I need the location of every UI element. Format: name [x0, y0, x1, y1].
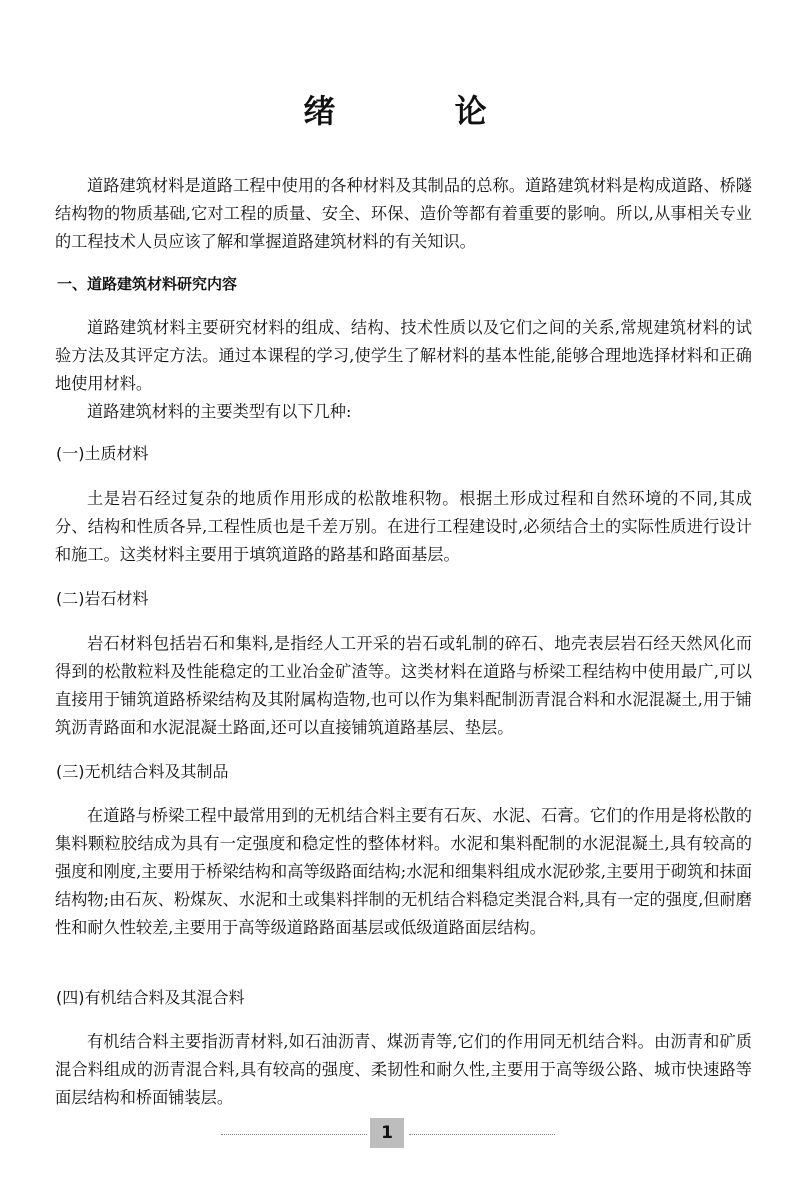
- subsection-paragraph-soil: 土是岩石经过复杂的地质作用形成的松散堆积物。根据土形成过程和自然环境的不同,其成分、结构和性质各异,工程性质也是千差万别。在进行工程建设时,必须结合土的实际性质进行设计和施工。这类材料主要用于填筑道路的路基和路面基层。: [55, 489, 752, 564]
- subsection-heading-soil: (一)土质材料: [56, 444, 149, 463]
- subsection-paragraph-organic: 有机结合料主要指沥青材料,如石油沥青、煤沥青等,它们的作用同无机结合料。由沥青和矿质混合料组成的沥青混合料,具有较高的强度、柔韧性和耐久性,主要用于高等级公路、城市快速路等面层结构和桥面铺装层。: [55, 1032, 752, 1107]
- section-paragraph: 道路建筑材料主要研究材料的组成、结构、技术性质以及它们之间的关系,常规建筑材料的试验方法及其评定方法。通过本课程的学习,使学生了解材料的基本性能,能够合理地选择材料和正确地使用材料。: [55, 318, 752, 393]
- subsection-heading-rock: (二)岩石材料: [56, 589, 149, 608]
- subsection-paragraph-rock: 岩石材料包括岩石和集料,是指经人工开采的岩石或轧制的碎石、地壳表层岩石经天然风化而得到的松散粒料及性能稳定的工业冶金矿渣等。这类材料在道路与桥梁工程结构中使用最广,可以直接用于铺筑道路桥梁结构及其附属构造物,也可以作为集料配制沥青混合料和水泥混凝土,用于铺筑沥青路面和水泥混凝土路面,还可以直接铺筑道路基层、垫层。: [55, 634, 752, 737]
- page-number: 1: [370, 1118, 404, 1148]
- subsection-heading-inorganic: (三)无机结合料及其制品: [56, 762, 229, 781]
- subsection-heading-organic: (四)有机结合料及其混合料: [56, 988, 245, 1007]
- types-intro-paragraph: 道路建筑材料的主要类型有以下几种:: [87, 402, 352, 421]
- page-title: 绪 论: [303, 92, 541, 130]
- intro-paragraph: 道路建筑材料是道路工程中使用的各种材料及其制品的总称。道路建筑材料是构成道路、桥隧结构物的物质基础,它对工程的质量、安全、环保、造价等都有着重要的影响。所以,从事相关专业的工程技术人员应该了解和掌握道路建筑材料的有关知识。: [55, 176, 752, 251]
- section-heading: 一、道路建筑材料研究内容: [57, 275, 238, 293]
- page-footer: [0, 1116, 790, 1156]
- subsection-paragraph-inorganic: 在道路与桥梁工程中最常用到的无机结合料主要有石灰、水泥、石膏。它们的作用是将松散的集料颗粒胶结成为具有一定强度和稳定性的整体材料。水泥和集料配制的水泥混凝土,具有较高的强度和刚度,主要用于桥梁结构和高等级路面结构;水泥和细集料组成水泥砂浆,主要用于砌筑和抹面结构物;由石灰、粉煤灰、水泥和土或集料拌制的无机结合料稳定类混合料,具有一定的强度,但耐磨性和耐久性较差,主要用于高等级道路路面基层或低级道路面层结构。: [55, 806, 752, 937]
- footer-rule-right: [409, 1134, 555, 1135]
- footer-rule-left: [221, 1134, 367, 1135]
